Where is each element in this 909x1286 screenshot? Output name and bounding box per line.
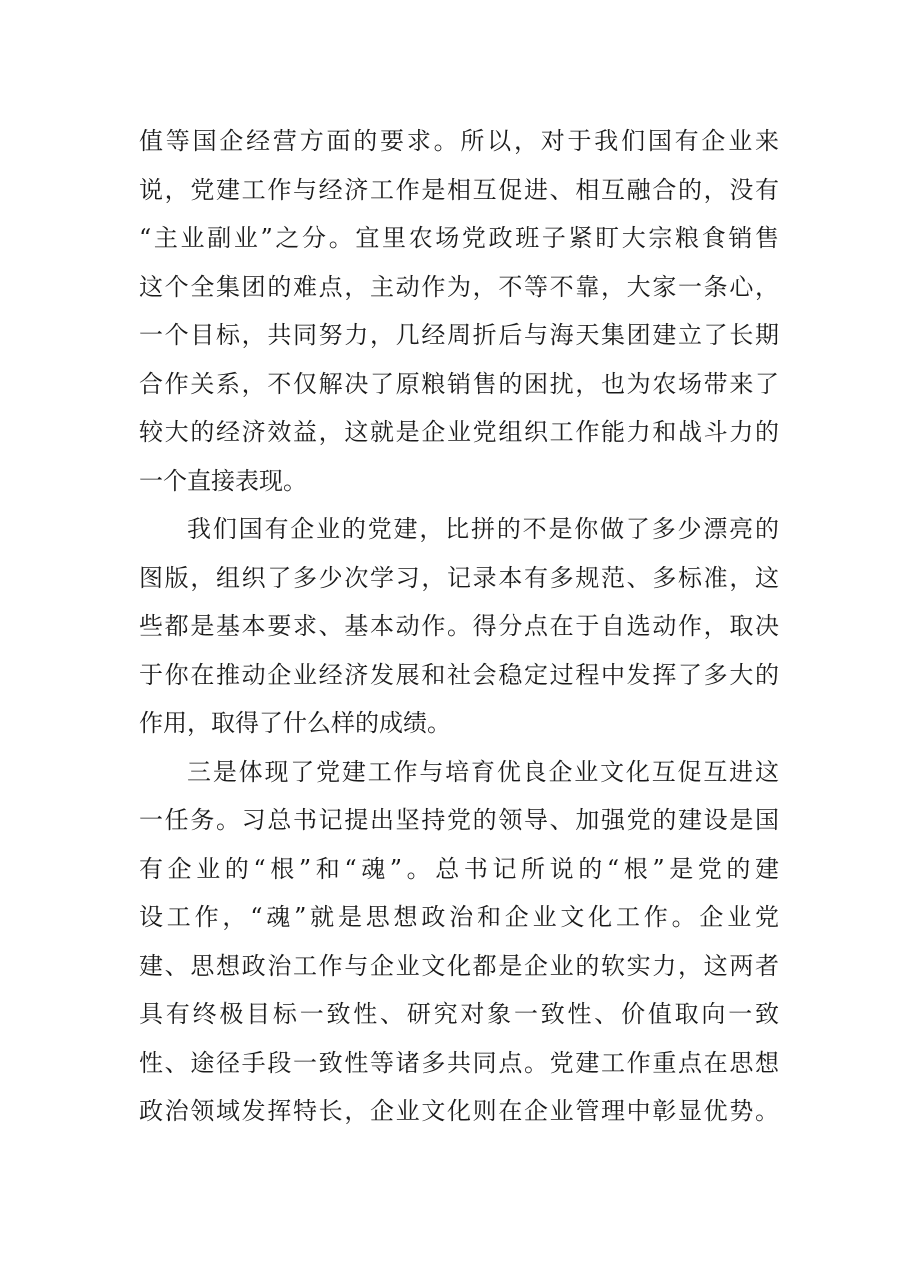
paragraph-line: “主业副业”之分。宜里农场党政班子紧盯大宗粮食销售 <box>139 224 779 252</box>
paragraph-line: 于你在推动企业经济发展和社会稳定过程中发挥了多大的 <box>139 660 779 689</box>
paragraph-line: 这个全集团的难点，主动作为，不等不靠，大家一条心， <box>139 272 779 301</box>
paragraph-line: 三是体现了党建工作与培育优良企业文化互促互进这 <box>187 757 779 786</box>
paragraph-line: 具有终极目标一致性、研究对象一致性、价值取向一致 <box>139 1000 779 1028</box>
paragraph-line: 性、途径手段一致性等诸多共同点。党建工作重点在思想 <box>139 1048 779 1077</box>
paragraph-line: 建、思想政治工作与企业文化都是企业的软实力，这两者 <box>139 951 779 980</box>
paragraph-line: 作用，取得了什么样的成绩。 <box>139 709 451 737</box>
paragraph-line: 政治领域发挥特长，企业文化则在企业管理中彰显优势。 <box>139 1097 779 1125</box>
paragraph-2 <box>139 505 779 748</box>
paragraph-line: 一任务。习总书记提出坚持党的领导、加强党的建设是国 <box>139 806 779 834</box>
paragraph-line: 有企业的“根”和“魂”。总书记所说的“根”是党的建 <box>139 854 779 883</box>
paragraph-3 <box>139 748 779 1136</box>
paragraph-line: 一个直接表现。 <box>139 466 307 495</box>
document-body <box>139 117 779 1136</box>
paragraph-line: 值等国企经营方面的要求。所以，对于我们国有企业来 <box>139 127 779 155</box>
paragraph-line: 合作关系，不仅解决了原粮销售的困扰，也为农场带来了 <box>139 369 779 398</box>
paragraph-line: 设工作，“魂”就是思想政治和企业文化工作。企业党 <box>139 903 779 931</box>
paragraph-1 <box>139 117 779 505</box>
paragraph-line: 说，党建工作与经济工作是相互促进、相互融合的，没有 <box>139 175 779 204</box>
paragraph-line: 些都是基本要求、基本动作。得分点在于自选动作，取决 <box>139 612 779 640</box>
paragraph-line: 一个目标，共同努力，几经周折后与海天集团建立了长期 <box>139 321 779 349</box>
paragraph-line: 图版，组织了多少次学习，记录本有多规范、多标准，这 <box>139 563 779 592</box>
paragraph-line: 我们国有企业的党建，比拼的不是你做了多少漂亮的 <box>187 515 779 543</box>
paragraph-line: 较大的经济效益，这就是企业党组织工作能力和战斗力的 <box>139 418 779 446</box>
